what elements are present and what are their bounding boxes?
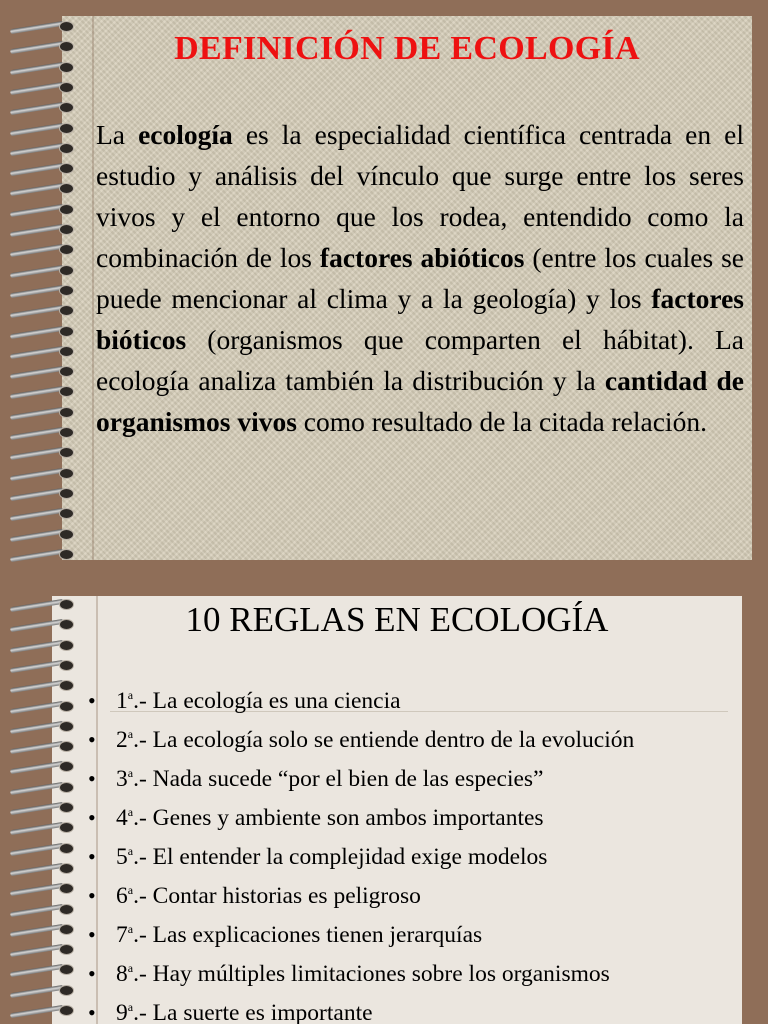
rule-text: .- El entender la complejidad exige modelos	[133, 844, 548, 870]
binding-ring	[0, 264, 86, 278]
ordinal-mark: a	[127, 1000, 134, 1014]
bullet-icon: •	[88, 766, 96, 791]
binding-ring	[0, 1004, 86, 1018]
paper-edge-line	[92, 16, 94, 560]
slide-title: DEFINICIÓN DE ECOLOGÍA	[174, 30, 640, 67]
rule-item	[88, 910, 634, 949]
slide-reglas	[0, 578, 768, 1024]
bullet-icon: •	[88, 727, 96, 752]
ordinal-mark: a	[127, 805, 134, 819]
binding-ring	[0, 760, 86, 774]
binding-ring	[0, 243, 86, 257]
binding-ring	[0, 963, 86, 977]
binding-ring	[0, 446, 86, 460]
rule-item	[88, 949, 634, 988]
rule-item	[88, 676, 634, 715]
rule-item	[88, 871, 634, 910]
binding-ring	[0, 984, 86, 998]
binding-ring	[0, 548, 86, 562]
rule-item	[88, 832, 634, 871]
bullet-icon: •	[88, 883, 96, 908]
binding-ring	[0, 801, 86, 815]
rule-text: .- La ecología es una ciencia	[133, 688, 401, 714]
binding-ring	[0, 101, 86, 115]
rule-number: 3	[116, 766, 128, 792]
rule-item	[88, 988, 634, 1024]
binding-ring	[0, 923, 86, 937]
ordinal-mark: a	[127, 844, 134, 858]
bullet-icon: •	[88, 961, 96, 986]
bullet-icon: •	[88, 844, 96, 869]
binding-ring	[0, 385, 86, 399]
ordinal-mark: a	[127, 922, 134, 936]
rule-text: .- La suerte es importante	[133, 1000, 373, 1024]
bullet-icon: •	[88, 922, 96, 947]
binding-ring	[0, 223, 86, 237]
binding-ring	[0, 142, 86, 156]
paragraph-text: (organismos que comparten el hábitat). La ecología analiza también la distribución y la	[96, 324, 744, 396]
rule-text: .- La ecología solo se entiende dentro de la evolución	[133, 727, 635, 753]
rule-text: .- Hay múltiples limitaciones sobre los organismos	[133, 961, 610, 987]
bold-term: factores bióticos	[96, 283, 744, 355]
binding-ring	[0, 639, 86, 653]
bullet-icon: •	[88, 1000, 96, 1024]
binding-ring	[0, 528, 86, 542]
paragraph-text: es la especialidad científica centrada en el estudio y análisis del vínculo que surge entre los seres vivos y el entorno que los rodea, entendido como la combinación de los	[96, 119, 744, 273]
paragraph-text: como resultado de la citada relación.	[296, 406, 707, 437]
binding-ring	[0, 365, 86, 379]
binding-ring	[0, 406, 86, 420]
binding-ring	[0, 162, 86, 176]
ordinal-mark: a	[127, 688, 134, 702]
paragraph-text: La	[96, 119, 139, 150]
slide-title: 10 REGLAS EN ECOLOGÍA	[185, 600, 609, 639]
binding-ring	[0, 882, 86, 896]
rule-number: 7	[116, 922, 128, 948]
binding-ring	[0, 467, 86, 481]
binding-ring	[0, 943, 86, 957]
binding-ring	[0, 182, 86, 196]
binding-ring	[0, 659, 86, 673]
spiral-binding-icon	[0, 0, 88, 570]
ordinal-mark: a	[127, 766, 134, 780]
binding-ring	[0, 345, 86, 359]
ordinal-mark: a	[127, 727, 134, 741]
rule-text: .- Nada sucede “por el bien de las especies”	[133, 766, 544, 792]
rule-text: .- Genes y ambiente son ambos importantes	[133, 805, 544, 831]
binding-ring	[0, 842, 86, 856]
binding-ring	[0, 284, 86, 298]
bold-term: cantidad de organismos vivos	[96, 365, 745, 437]
paragraph-text: (entre los cuales se puede mencionar al clima y a la geología) y los	[96, 242, 745, 314]
binding-ring	[0, 862, 86, 876]
binding-ring	[0, 903, 86, 917]
rule-item	[88, 754, 634, 793]
spiral-binding-icon	[0, 578, 88, 1024]
bullet-icon: •	[88, 688, 96, 713]
binding-ring	[0, 426, 86, 440]
ordinal-mark: a	[127, 961, 134, 975]
rules-list	[88, 676, 634, 1024]
rule-number: 1	[116, 688, 128, 714]
bullet-icon: •	[88, 805, 96, 830]
binding-ring	[0, 679, 86, 693]
binding-ring	[0, 304, 86, 318]
rule-text: .- Contar historias es peligroso	[133, 883, 421, 909]
rule-number: 2	[116, 727, 128, 753]
binding-ring	[0, 81, 86, 95]
rule-text: .- Las explicaciones tienen jerarquías	[133, 922, 483, 948]
binding-ring	[0, 325, 86, 339]
binding-ring	[0, 487, 86, 501]
rule-number: 6	[116, 883, 128, 909]
binding-ring	[0, 720, 86, 734]
binding-ring	[0, 740, 86, 754]
binding-ring	[0, 821, 86, 835]
definition-paragraph	[96, 114, 744, 442]
rule-number: 4	[116, 805, 128, 831]
rule-number: 8	[116, 961, 128, 987]
binding-ring	[0, 203, 86, 217]
rule-item	[88, 715, 634, 754]
binding-ring	[0, 507, 86, 521]
binding-ring	[0, 122, 86, 136]
bold-term: factores abióticos	[319, 242, 525, 273]
binding-ring	[0, 781, 86, 795]
ordinal-mark: a	[127, 883, 134, 897]
rule-number: 9	[116, 1000, 128, 1024]
rule-item	[88, 793, 634, 832]
binding-ring	[0, 700, 86, 714]
rule-number: 5	[116, 844, 128, 870]
bold-term: ecología	[138, 119, 233, 150]
